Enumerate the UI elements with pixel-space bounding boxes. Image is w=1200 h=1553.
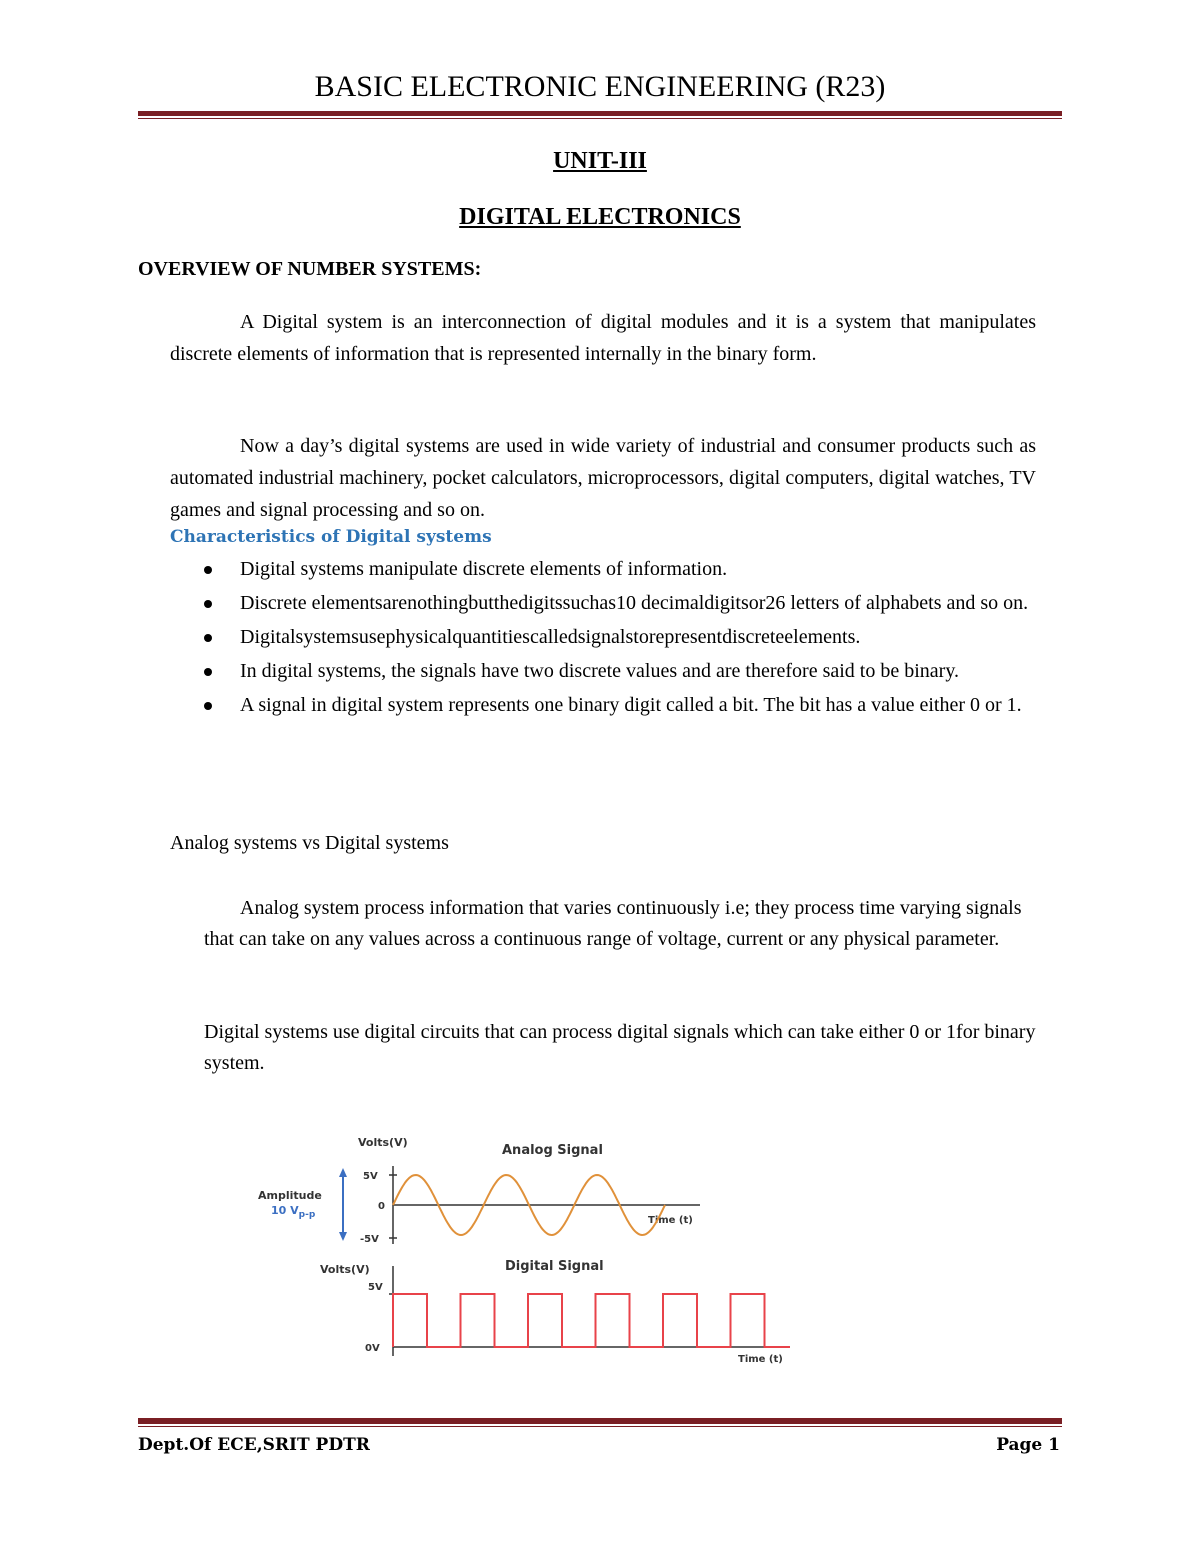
list-item-text: Discrete elementsarenothingbutthedigitssuchas10 decimaldigitsor26 letters of alphabets and so on. <box>240 592 1029 614</box>
chapter-title: DIGITAL ELECTRONICS <box>459 204 741 230</box>
amplitude-arrow-up-icon <box>339 1168 347 1177</box>
list-item-text: Digitalsystemsusephysicalquantitiescalledsignalstorepresentdiscreteelements. <box>240 626 861 648</box>
analog-paragraph: Analog system process information that varies continuously i.e; they process time varying signals that can take on any values across a continuous range of voltage, current or any physical parameter. <box>204 897 1022 950</box>
header-rule <box>138 111 1062 119</box>
bullet-icon <box>204 600 212 608</box>
bullet-icon <box>204 668 212 676</box>
list-item <box>200 590 1040 617</box>
analog-y-label: Volts(V) <box>358 1136 408 1149</box>
list-item-text: In digital systems, the signals have two discrete values and are therefore said to be binary. <box>240 660 960 682</box>
list-item-text: Digital systems manipulate discrete elements of information. <box>240 558 728 580</box>
footer-dept: Dept.Of ECE,SRIT PDTR <box>138 1435 370 1455</box>
analog-title: Analog Signal <box>502 1143 603 1158</box>
digital-x-label: Time (t) <box>738 1354 783 1365</box>
analog-tick-label: 0 <box>378 1201 385 1212</box>
bullet-icon <box>204 566 212 574</box>
amplitude-arrow-down-icon <box>339 1232 347 1241</box>
footer-rule <box>138 1418 1062 1427</box>
digital-wave <box>393 1294 790 1347</box>
digital-title: Digital Signal <box>505 1259 604 1274</box>
bullet-icon <box>204 634 212 642</box>
analog-tick-label: -5V <box>360 1234 379 1245</box>
analog-tick-label: 5V <box>363 1171 378 1182</box>
list-item <box>200 692 1040 719</box>
section-heading: OVERVIEW OF NUMBER SYSTEMS: <box>138 258 482 280</box>
list-item <box>200 556 1040 583</box>
analog-x-label: Time (t) <box>648 1215 693 1226</box>
header-title: BASIC ELECTRONIC ENGINEERING (R23) <box>314 70 886 103</box>
list-item <box>200 624 1040 651</box>
digital-paragraph: Digital systems use digital circuits that can process digital signals which can take either 0 or 1for binary system. <box>204 1021 1036 1074</box>
paragraph-applications: Now a day’s digital systems are used in wide variety of industrial and consumer products such as automated industrial machinery, pocket calculators, microprocessors, digital computers, digital watches, TV games and signal processing and so on. <box>170 435 1036 521</box>
characteristics-heading: Characteristics of Digital systems <box>170 527 492 547</box>
list-item-text: A signal in digital system represents one binary digit called a bit. The bit has a value either 0 or 1. <box>240 694 1022 716</box>
digital-tick-label: 5V <box>368 1282 383 1293</box>
unit-title: UNIT-III <box>553 148 647 174</box>
digital-y-label: Volts(V) <box>320 1263 370 1276</box>
signal-figure <box>250 1128 810 1378</box>
bullet-icon <box>204 702 212 710</box>
amplitude-label: Amplitude <box>258 1189 322 1202</box>
characteristics-list <box>200 556 1040 726</box>
paragraph-intro: A Digital system is an interconnection of digital modules and it is a system that manipulates discrete elements of information that is represented internally in the binary form. <box>170 311 1036 365</box>
amplitude-value: 10 $V_{p-p}$ <box>271 1204 316 1220</box>
comparison-heading: Analog systems vs Digital systems <box>170 832 449 854</box>
list-item <box>200 658 1040 685</box>
page-number: Page 1 <box>996 1435 1060 1455</box>
digital-tick-label: 0V <box>365 1343 380 1354</box>
